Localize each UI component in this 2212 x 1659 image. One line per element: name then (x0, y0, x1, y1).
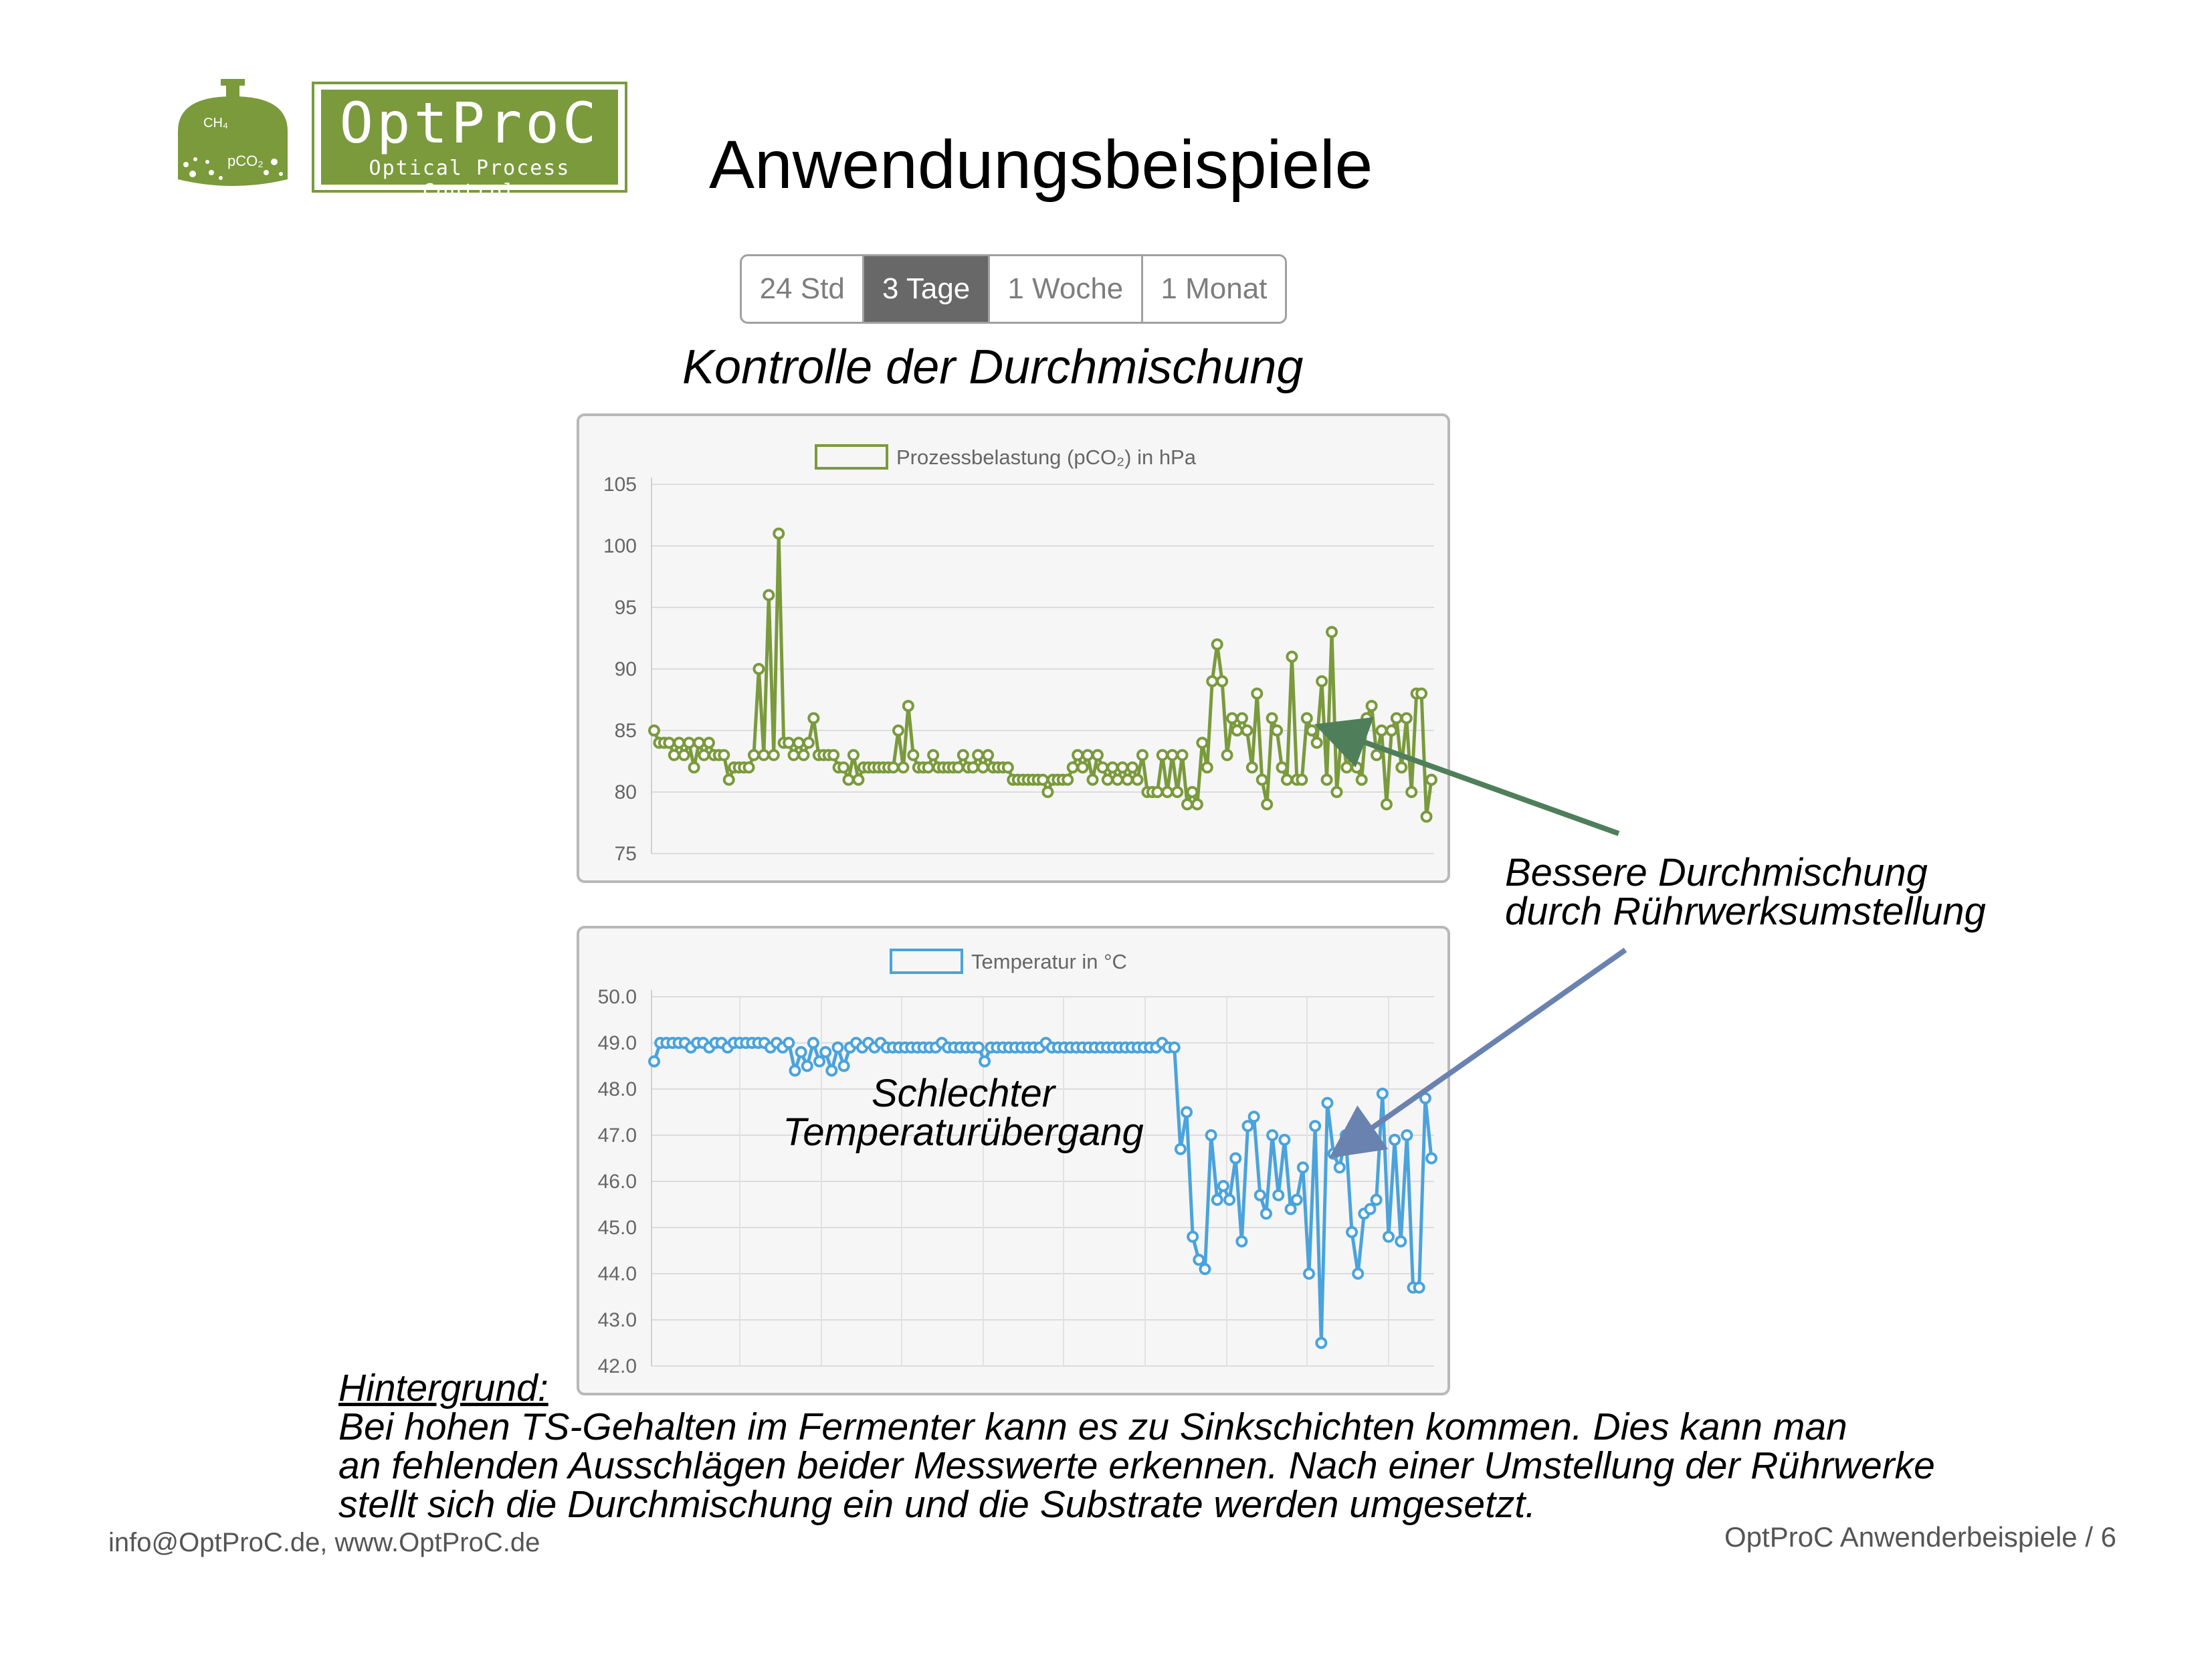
pco2-data-point (1268, 714, 1277, 723)
temperature-data-point (1329, 1149, 1338, 1159)
pco2-data-point (1203, 763, 1212, 772)
pco2-data-point (1322, 775, 1332, 785)
pco2-legend-label: Prozessbelastung (pCO₂) in hPa (896, 446, 1196, 469)
logo-wordmark-fill (321, 90, 618, 203)
pco2-data-point (1073, 751, 1082, 760)
temperature-data-point (1298, 1163, 1308, 1172)
pco2-data-point (784, 738, 793, 747)
temperature-data-point (1402, 1131, 1411, 1140)
temperature-data-point (1200, 1264, 1209, 1274)
footer-page: OptProC Anwenderbeispiele / 6 (1724, 1521, 2117, 1553)
pco2-data-point (1382, 799, 1391, 809)
pco2-data-point (894, 726, 903, 735)
pco2-data-point (1427, 775, 1436, 785)
pco2-data-point (719, 751, 728, 760)
annotation-poor-temperature (736, 1074, 1191, 1152)
temperature-data-point (1219, 1181, 1228, 1191)
logo-wordmark (312, 82, 627, 203)
tab-1-monat[interactable]: 1 Monat (1161, 272, 1268, 305)
pco2-data-point (789, 751, 799, 760)
pco2-chart (579, 416, 1453, 886)
pco2-data-point (1088, 775, 1097, 785)
background-line-2: an fehlenden Ausschlägen beider Messwerte erkennen. Nach einer Umstellung der Rührwerke (338, 1444, 1935, 1487)
pco2-chart-panel (577, 413, 1450, 883)
background-line-1: Bei hohen TS-Gehalten im Fermenter kann es zu Sinkschichten kommen. Dies kann man (338, 1405, 1847, 1448)
annotation-poor-temperature-line1: Schlechter (871, 1072, 1055, 1115)
pco2-data-point (1372, 751, 1381, 760)
pco2-data-point (1078, 763, 1088, 772)
temperature-data-point (1194, 1255, 1203, 1264)
pco2-data-point (1252, 689, 1262, 698)
temperature-data-point (1421, 1094, 1430, 1103)
temperature-data-point (1384, 1232, 1393, 1242)
pco2-data-point (1272, 726, 1282, 735)
pco2-data-point (1233, 726, 1242, 735)
pco2-data-point (1312, 738, 1322, 747)
temperature-data-point (1310, 1121, 1320, 1131)
pco2-data-point (1158, 751, 1167, 760)
pco2-data-point (690, 763, 699, 772)
chart-heading: Kontrolle der Durchmischung (682, 340, 1304, 394)
temperature-data-point (815, 1057, 824, 1066)
temperature-data-point (784, 1038, 793, 1048)
pco2-data-point (1098, 763, 1107, 772)
pco2-ytick-label: 105 (603, 474, 637, 496)
pco2-data-point (1173, 787, 1182, 797)
pco2-data-point (1362, 714, 1371, 723)
temperature-ytick-label: 42.0 (597, 1355, 637, 1377)
pco2-data-point (1377, 726, 1387, 735)
temperature-ytick-label: 46.0 (597, 1171, 637, 1193)
temperature-data-point (1372, 1195, 1381, 1205)
temperature-ytick-label: 45.0 (597, 1217, 637, 1239)
logo-tagline: Optical Process Control (369, 157, 571, 203)
temperature-ytick-label: 43.0 (597, 1309, 637, 1331)
pco2-data-point (764, 591, 773, 600)
pco2-data-point (699, 751, 708, 760)
pco2-data-point (924, 763, 933, 772)
pco2-data-point (1038, 775, 1047, 785)
pco2-data-point (1278, 763, 1287, 772)
pco2-data-point (1193, 799, 1202, 809)
pco2-data-point (1352, 763, 1361, 772)
pco2-data-point (1003, 763, 1013, 772)
pco2-data-point (969, 763, 978, 772)
pco2-data-point (1332, 787, 1341, 797)
temperature-data-point (1286, 1204, 1296, 1213)
pco2-data-point (1402, 714, 1411, 723)
pco2-data-point (1287, 652, 1296, 662)
pco2-data-point (889, 763, 898, 772)
pco2-data-point (1397, 763, 1406, 772)
background-heading: Hintergrund: (338, 1367, 548, 1409)
pco2-data-point (1258, 775, 1267, 785)
temperature-data-point (1390, 1135, 1399, 1145)
pco2-data-point (844, 775, 853, 785)
temperature-data-point (1274, 1191, 1283, 1200)
temperature-data-point (1231, 1154, 1240, 1163)
pco2-data-point (979, 763, 988, 772)
pco2-data-point (1217, 676, 1227, 686)
pco2-data-point (774, 529, 783, 539)
pco2-data-point (749, 751, 759, 760)
pco2-ytick-label: 75 (614, 843, 637, 865)
temperature-data-point (1237, 1237, 1246, 1246)
temperature-ytick-label: 47.0 (597, 1125, 637, 1147)
pco2-data-point (809, 714, 818, 723)
temperature-data-point (1353, 1269, 1363, 1278)
pco2-data-point (1422, 812, 1431, 821)
pco2-data-point (799, 751, 808, 760)
pco2-data-point (1282, 775, 1292, 785)
pco2-data-point (1108, 763, 1117, 772)
logo-tank-icon (173, 79, 293, 193)
temperature-legend-label: Temperatur in °C (971, 950, 1127, 973)
temperature-ytick-label: 50.0 (597, 986, 637, 1008)
pco2-data-point (1302, 714, 1312, 723)
pco2-data-point (1247, 763, 1257, 772)
pco2-data-point (1068, 763, 1078, 772)
pco2-data-point (794, 738, 803, 747)
pco2-data-point (744, 763, 754, 772)
pco2-data-point (1392, 714, 1401, 723)
pco2-data-point (1063, 775, 1072, 785)
tab-24-std[interactable]: 24 Std (742, 256, 864, 322)
pco2-data-point (1407, 787, 1416, 797)
pco2-data-point (1213, 640, 1222, 649)
pco2-ytick-label: 95 (614, 597, 637, 619)
pco2-data-point (953, 763, 963, 772)
time-range-tabs (740, 254, 1287, 324)
pco2-data-point (898, 763, 908, 772)
pco2-data-point (674, 738, 684, 747)
temperature-data-point (1427, 1154, 1436, 1163)
pco2-data-point (1297, 775, 1306, 785)
pco2-data-point (829, 751, 838, 760)
pco2-data-point (754, 664, 763, 674)
temperature-data-point (1243, 1121, 1253, 1131)
pco2-data-point (1133, 775, 1142, 785)
pco2-data-point (1103, 775, 1112, 785)
temperature-chart-panel (577, 926, 1450, 1395)
logo-brand: OptProC (339, 90, 600, 156)
pco2-data-point (1118, 763, 1127, 772)
pco2-data-point (1337, 726, 1346, 735)
temperature-data-point (1255, 1191, 1265, 1200)
pco2-data-point (1327, 627, 1336, 637)
temperature-data-point (1366, 1204, 1375, 1213)
pco2-data-point (853, 775, 863, 785)
pco2-data-point (839, 763, 848, 772)
temperature-data-point (1213, 1195, 1222, 1205)
pco2-data-point (804, 738, 813, 747)
pco2-data-point (680, 751, 689, 760)
pco2-data-point (1342, 763, 1351, 772)
pco2-data-point (1128, 763, 1137, 772)
pco2-data-point (983, 751, 993, 760)
temperature-data-point (1304, 1269, 1314, 1278)
pco2-data-point (1387, 726, 1396, 735)
temperature-data-point (1262, 1209, 1271, 1218)
pco2-data-point (904, 701, 913, 710)
page-title: Anwendungsbeispiele (709, 126, 1373, 203)
pco2-data-point (759, 751, 769, 760)
annotation-better-mixing (1505, 851, 1986, 933)
temperature-data-point (1225, 1195, 1234, 1205)
pco2-data-point (1317, 676, 1326, 686)
pco2-data-point (649, 726, 659, 735)
temperature-data-point (821, 1048, 830, 1057)
temperature-data-point (1249, 1112, 1259, 1121)
pco2-data-point (1183, 799, 1192, 809)
pco2-data-point (1138, 751, 1147, 760)
temperature-data-point (833, 1043, 842, 1052)
pco2-ytick-label: 80 (614, 781, 637, 803)
temperature-data-point (1335, 1163, 1344, 1172)
pco2-data-point (1113, 775, 1122, 785)
temperature-data-point (1322, 1098, 1332, 1108)
pco2-data-point (1262, 799, 1272, 809)
annotation-poor-temperature-line2: Temperaturübergang (783, 1110, 1144, 1154)
pco2-data-point (1223, 751, 1232, 760)
tab-1-woche[interactable]: 1 Woche (990, 256, 1143, 322)
pco2-data-point (849, 751, 858, 760)
pco2-data-point (1357, 775, 1367, 785)
pco2-data-point (1367, 701, 1377, 710)
logo-tank-label-bottom: pCO₂ (227, 153, 264, 169)
pco2-data-point (1178, 751, 1187, 760)
pco2-data-point (694, 738, 704, 747)
pco2-data-point (670, 751, 679, 760)
temperature-ytick-label: 48.0 (597, 1078, 637, 1100)
temperature-data-point (803, 1062, 812, 1071)
annotation-better-mixing-line2: durch Rührwerksumstellung (1505, 890, 1986, 933)
tab-3-tage[interactable]: 3 Tage (864, 256, 989, 322)
temperature-data-point (1316, 1339, 1326, 1348)
pco2-data-point (1163, 787, 1172, 797)
temperature-ytick-label: 49.0 (597, 1032, 637, 1054)
temperature-data-point (1415, 1283, 1424, 1292)
pco2-data-point (973, 751, 983, 760)
pco2-data-point (769, 751, 779, 760)
temperature-legend-swatch (891, 950, 962, 973)
temperature-data-point (1268, 1131, 1277, 1140)
temperature-data-point (1170, 1043, 1179, 1052)
pco2-data-point (704, 738, 714, 747)
temperature-data-point (980, 1057, 989, 1066)
temperature-data-point (809, 1038, 818, 1048)
pco2-legend-swatch (816, 446, 887, 468)
temperature-data-point (797, 1048, 806, 1057)
pco2-data-point (1307, 726, 1316, 735)
pco2-data-point (1152, 787, 1162, 797)
pco2-data-point (1168, 751, 1177, 760)
background-text (338, 1369, 1935, 1524)
pco2-data-point (1043, 787, 1052, 797)
pco2-ytick-label: 90 (614, 658, 637, 680)
temperature-data-point (1341, 1131, 1350, 1140)
pco2-data-point (684, 738, 694, 747)
pco2-data-point (1083, 751, 1092, 760)
temperature-data-point (1378, 1089, 1387, 1098)
annotation-better-mixing-line1: Bessere Durchmischung (1505, 851, 1928, 894)
temperature-data-point (839, 1062, 849, 1071)
temperature-chart (579, 929, 1453, 1398)
pco2-data-point (959, 751, 968, 760)
pco2-data-point (1123, 775, 1132, 785)
pco2-data-point (724, 775, 734, 785)
pco2-data-point (1197, 738, 1207, 747)
pco2-data-point (1093, 751, 1102, 760)
pco2-data-point (908, 751, 918, 760)
pco2-data-point (664, 738, 674, 747)
temperature-data-point (1280, 1135, 1289, 1145)
pco2-data-point (1237, 714, 1247, 723)
pco2-data-point (1347, 751, 1356, 760)
temperature-data-point (649, 1057, 659, 1066)
pco2-data-point (1207, 676, 1217, 686)
logo-tank-label-top: CH₄ (203, 116, 229, 130)
pco2-data-point (1417, 689, 1426, 698)
pco2-data-point (928, 751, 938, 760)
background-line-3: stellt sich die Durchmischung ein und die Substrate werden umgesetzt. (338, 1483, 1536, 1526)
pco2-ytick-label: 85 (614, 720, 637, 742)
pco2-ytick-label: 100 (603, 535, 637, 557)
pco2-data-point (1227, 714, 1237, 723)
temperature-data-point (974, 1043, 983, 1052)
temperature-data-point (1207, 1131, 1216, 1140)
temperature-data-point (1396, 1237, 1405, 1246)
pco2-data-point (1242, 726, 1251, 735)
temperature-data-point (1292, 1195, 1302, 1205)
footer-contact: info@OptProC.de, www.OptProC.de (108, 1528, 540, 1557)
temperature-data-point (1347, 1228, 1356, 1237)
pco2-data-point (1187, 787, 1197, 797)
temperature-data-point (1188, 1232, 1197, 1242)
temperature-ytick-label: 44.0 (597, 1263, 637, 1285)
